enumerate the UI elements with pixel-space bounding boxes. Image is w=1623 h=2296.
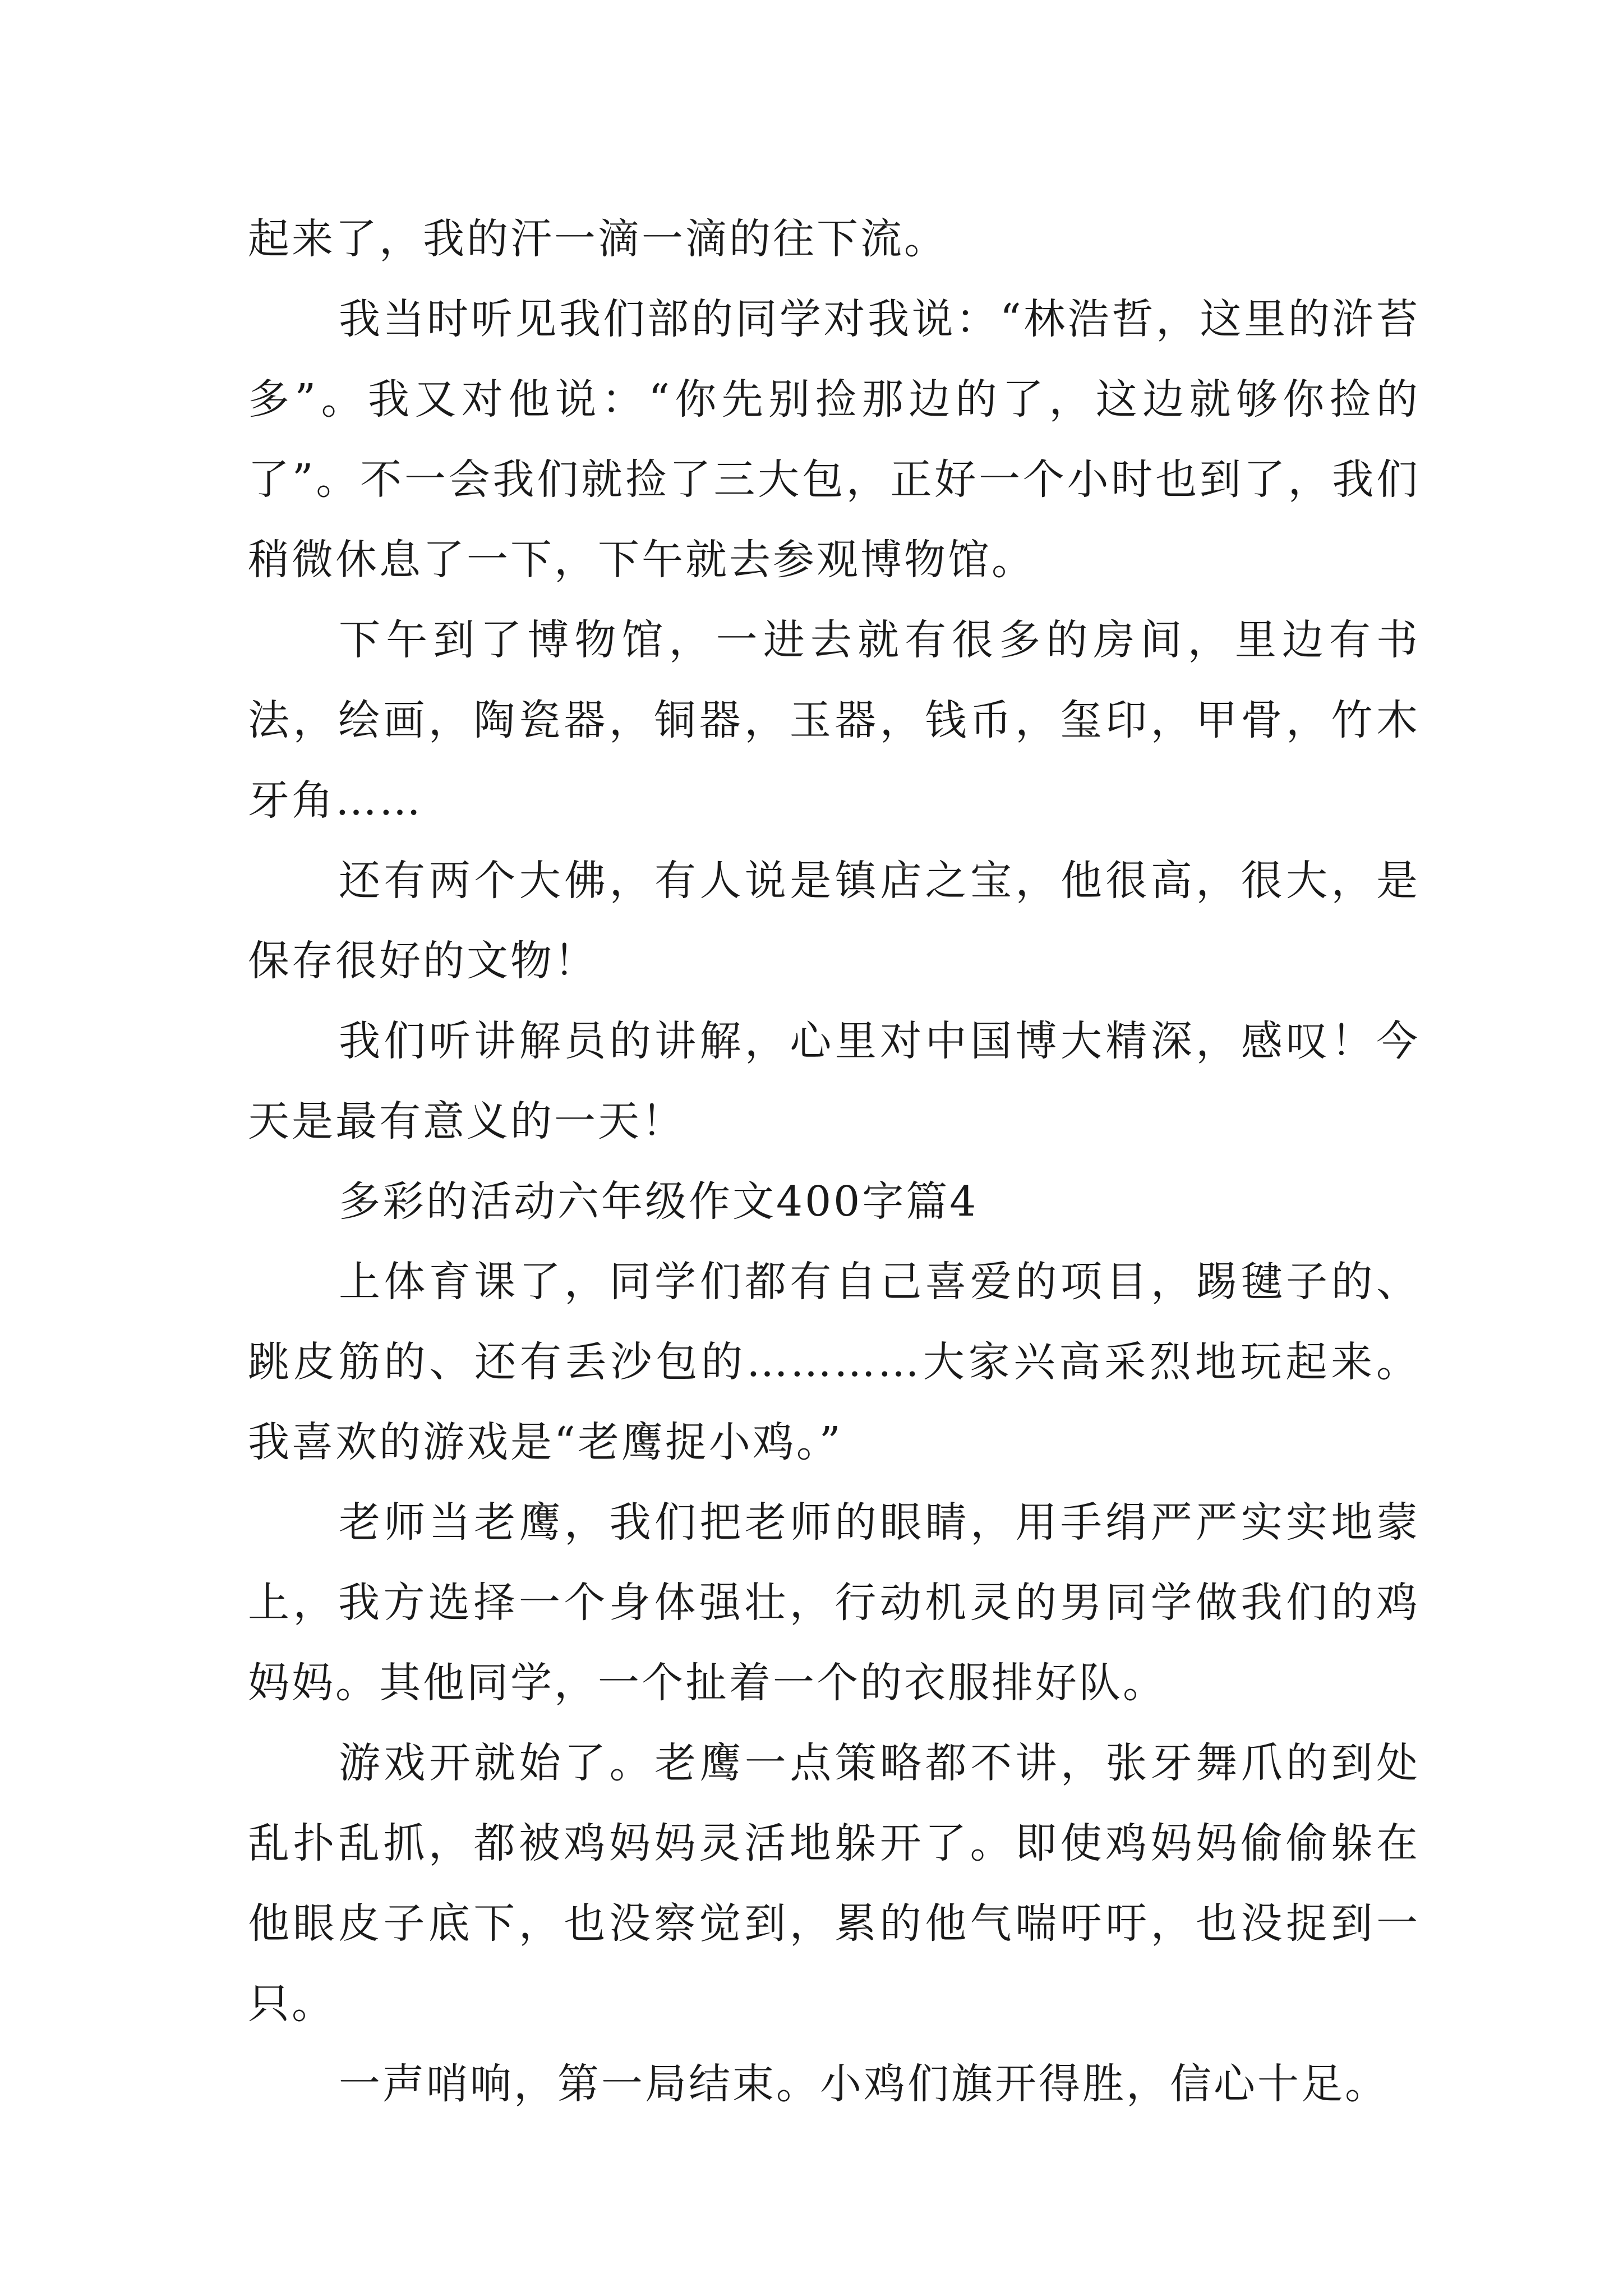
paragraph-3: 下午到了博物馆，一进去就有很多的房间，里边有书法，绘画，陶瓷器，铜器，玉器，钱币，玺印，甲骨，竹木牙角…… xyxy=(248,616,1420,825)
section-heading: 多彩的活动六年级作文400字篇4 xyxy=(339,1177,979,1226)
paragraph-9: 一声哨响，第一局结束。小鸡们旗开得胜，信心十足。 xyxy=(339,2060,1389,2108)
document-body xyxy=(248,199,1420,2124)
paragraph-2: 我当时听见我们部的同学对我说：“林浩哲，这里的浒苔多”。我又对他说：“你先别捡那边的了，这边就够你捡的了”。不一会我们就捡了三大包，正好一个小时也到了，我们稍微休息了一下，下午就去参观博物馆。 xyxy=(248,295,1420,584)
paragraph-4: 还有两个大佛，有人说是镇店之宝，他很高，很大，是保存很好的文物！ xyxy=(248,857,1420,985)
paragraph-8: 游戏开就始了。老鹰一点策略都不讲，张牙舞爪的到处乱扑乱抓，都被鸡妈妈灵活地躲开了。即使鸡妈妈偷偷躲在他眼皮子底下，也没察觉到，累的他气喘吁吁，也没捉到一只。 xyxy=(248,1739,1420,2028)
paragraph-7: 老师当老鹰，我们把老师的眼睛，用手绢严严实实地蒙上，我方选择一个身体强壮，行动机灵的男同学做我们的鸡妈妈。其他同学，一个扯着一个的衣服排好队。 xyxy=(248,1498,1420,1707)
paragraph-1: 起来了，我的汗一滴一滴的往下流。 xyxy=(248,215,948,263)
paragraph-5: 我们听讲解员的讲解，心里对中国博大精深，感叹！今天是最有意义的一天！ xyxy=(248,1017,1420,1145)
paragraph-6: 上体育课了，同学们都有自己喜爱的项目，踢毽子的、跳皮筋的、还有丢沙包的…………大家兴高采烈地玩起来。我喜欢的游戏是“老鹰捉小鸡。” xyxy=(248,1258,1420,1466)
